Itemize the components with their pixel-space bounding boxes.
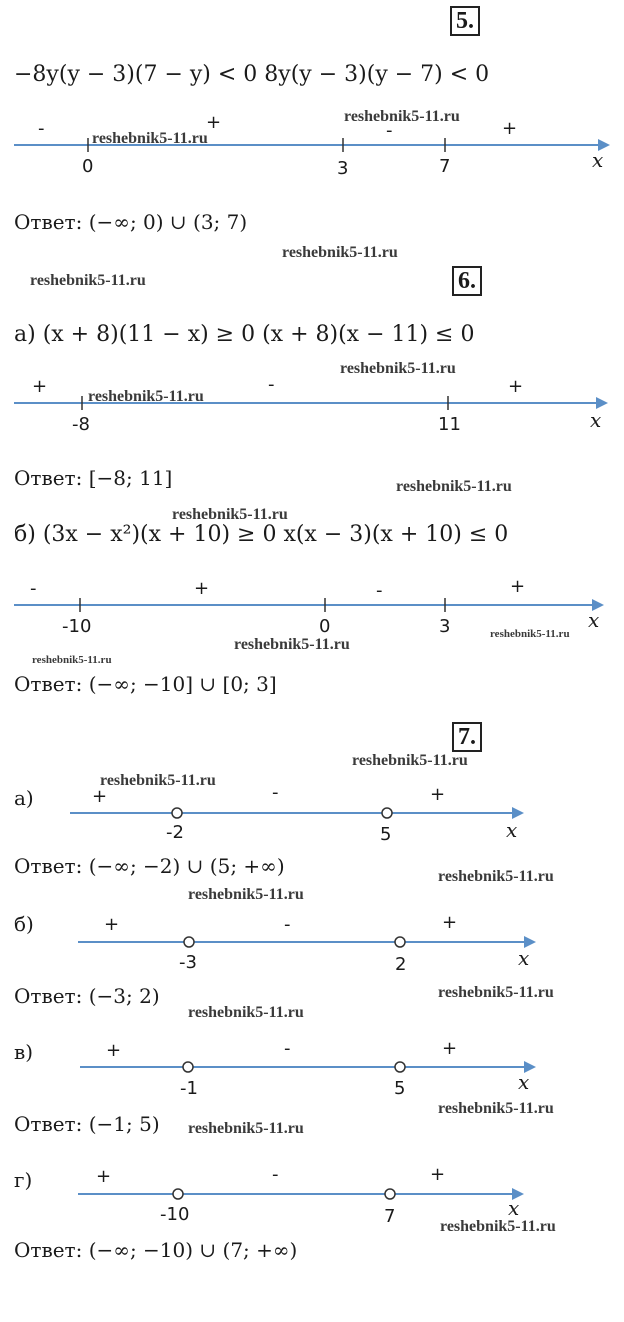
watermark: reshebnik5-11.ru — [440, 1218, 556, 1235]
number-line-7c — [80, 1061, 536, 1073]
watermark: reshebnik5-11.ru — [396, 478, 512, 495]
part-label-7b: б) — [14, 912, 34, 936]
answer-5: Ответ: (−∞; 0) ∪ (3; 7) — [14, 210, 248, 234]
watermark: reshebnik5-11.ru — [282, 244, 398, 261]
sign-7d-2: - — [272, 1164, 279, 1185]
axis-label-5: x — [592, 148, 604, 172]
watermark: reshebnik5-11.ru — [490, 628, 570, 640]
part-label-7d: г) — [14, 1168, 33, 1192]
watermark: reshebnik5-11.ru — [88, 388, 204, 405]
sign-6b-3: - — [376, 580, 383, 601]
sign-7b-1: + — [104, 914, 120, 935]
sign-7a-3: + — [430, 784, 446, 805]
point-7c-2: 5 — [394, 1078, 406, 1099]
number-line-7b — [78, 936, 536, 948]
sign-6b-4: + — [510, 576, 526, 597]
watermark: reshebnik5-11.ru — [188, 1004, 304, 1021]
sign-7a-2: - — [272, 782, 279, 803]
part-label-7a: а) — [14, 786, 34, 810]
sign-7b-2: - — [284, 914, 291, 935]
answer-7d: Ответ: (−∞; −10) ∪ (7; +∞) — [14, 1238, 298, 1262]
point-6a-1: -8 — [72, 414, 90, 435]
sign-7c-2: - — [284, 1038, 291, 1059]
point-6a-2: 11 — [438, 414, 461, 435]
watermark: reshebnik5-11.ru — [92, 130, 208, 147]
point-7c-1: -1 — [180, 1078, 198, 1099]
answer-6b: Ответ: (−∞; −10] ∪ [0; 3] — [14, 672, 277, 696]
axis-label-6a: x — [590, 408, 602, 432]
sign-7d-3: + — [430, 1164, 446, 1185]
sign-6a-2: - — [268, 374, 275, 395]
sign-5-4: + — [502, 118, 518, 139]
axis-label-7c: x — [518, 1070, 530, 1094]
watermark: reshebnik5-11.ru — [188, 1120, 304, 1137]
sign-5-3: - — [386, 120, 393, 141]
problem-5-equation: −8y(y − 3)(7 − y) < 0 8y(y − 3)(y − 7) < 0 — [14, 62, 490, 87]
problem-7-number: 7. — [452, 722, 482, 752]
watermark: reshebnik5-11.ru — [234, 636, 350, 653]
sign-6a-3: + — [508, 376, 524, 397]
number-line-7d — [78, 1188, 524, 1200]
sign-7c-1: + — [106, 1040, 122, 1061]
point-7b-1: -3 — [179, 952, 197, 973]
sign-5-2: + — [206, 112, 222, 133]
answer-7c: Ответ: (−1; 5) — [14, 1112, 160, 1136]
number-line-7a — [70, 807, 524, 819]
watermark: reshebnik5-11.ru — [438, 984, 554, 1001]
watermark: reshebnik5-11.ru — [438, 1100, 554, 1117]
point-6b-3: 3 — [439, 616, 451, 637]
axis-label-7a: x — [506, 818, 518, 842]
sign-7d-1: + — [96, 1166, 112, 1187]
sign-6b-1: - — [30, 578, 37, 599]
watermark: reshebnik5-11.ru — [172, 506, 288, 523]
number-line-6b — [14, 598, 604, 612]
point-7a-2: 5 — [380, 824, 392, 845]
sign-7b-3: + — [442, 912, 458, 933]
watermark: reshebnik5-11.ru — [100, 772, 216, 789]
problem-6-number: 6. — [452, 266, 482, 296]
watermark: reshebnik5-11.ru — [438, 868, 554, 885]
sign-5-1: - — [38, 118, 45, 139]
point-6b-1: -10 — [62, 616, 92, 637]
axis-label-7b: x — [518, 946, 530, 970]
point-6b-2: 0 — [319, 616, 331, 637]
answer-6a: Ответ: [−8; 11] — [14, 466, 173, 490]
sign-7a-1: + — [92, 786, 108, 807]
sign-7c-3: + — [442, 1038, 458, 1059]
point-7d-1: -10 — [160, 1204, 190, 1225]
sign-6b-2: + — [194, 578, 210, 599]
answer-7b: Ответ: (−3; 2) — [14, 984, 160, 1008]
watermark: reshebnik5-11.ru — [340, 360, 456, 377]
point-5-3: 3 — [337, 158, 349, 179]
point-7d-2: 7 — [384, 1206, 396, 1227]
sign-6a-1: + — [32, 376, 48, 397]
part-label-7c: в) — [14, 1040, 34, 1064]
problem-6a-equation: а) (x + 8)(11 − x) ≥ 0 (x + 8)(x − 11) ≤ 0 — [14, 322, 475, 347]
axis-label-6b: x — [588, 608, 600, 632]
point-5-7: 7 — [439, 156, 451, 177]
watermark: reshebnik5-11.ru — [32, 654, 112, 666]
answer-7a: Ответ: (−∞; −2) ∪ (5; +∞) — [14, 854, 285, 878]
watermark: reshebnik5-11.ru — [344, 108, 460, 125]
watermark: reshebnik5-11.ru — [352, 752, 468, 769]
problem-5-number: 5. — [450, 6, 480, 36]
problem-6b-equation: б) (3x − x²)(x + 10) ≥ 0 x(x − 3)(x + 10) ≤ 0 — [14, 522, 509, 547]
watermark: reshebnik5-11.ru — [30, 272, 146, 289]
point-5-0: 0 — [82, 156, 94, 177]
point-7a-1: -2 — [166, 822, 184, 843]
watermark: reshebnik5-11.ru — [188, 886, 304, 903]
point-7b-2: 2 — [395, 954, 407, 975]
axis-label-7d: x — [508, 1196, 520, 1220]
